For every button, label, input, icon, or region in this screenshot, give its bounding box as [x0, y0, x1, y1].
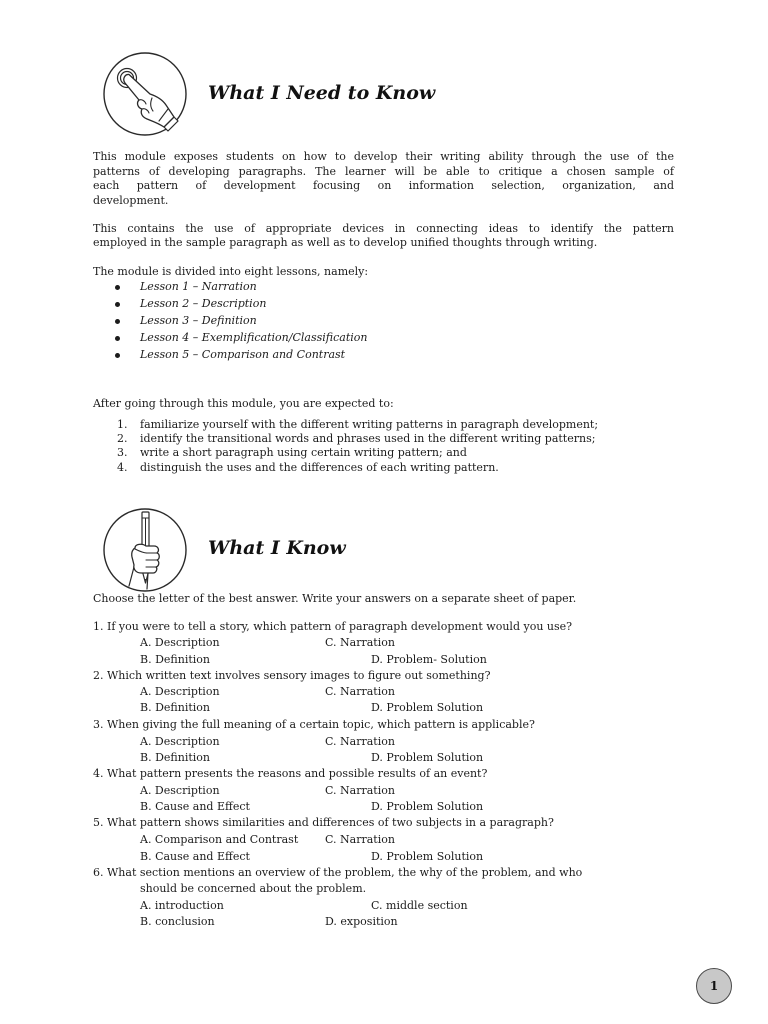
paragraph-line: employed in the sample paragraph as well as to develop unified thoughts through writing. [93, 236, 598, 249]
option-c: C. Narration [325, 636, 395, 649]
question-stem: 4. What pattern presents the reasons and possible results of an event? [93, 767, 488, 780]
option-c: C. Narration [325, 685, 395, 698]
lesson-label: Lesson 4 – Exemplification/Classification [140, 331, 368, 344]
question-stem: 2. Which written text involves sensory images to figure out something? [93, 669, 491, 682]
lesson-label: Lesson 5 – Comparison and Contrast [140, 348, 346, 361]
paragraph-line: patterns of developing paragraphs. The learner will be able to critique a chosen sample of [93, 165, 674, 178]
hand-pressing-button-icon [102, 51, 188, 137]
bullet [115, 285, 120, 290]
option-row [0, 751, 768, 765]
option-b: B. Definition [140, 653, 210, 666]
option-c: C. Narration [325, 735, 395, 748]
bullet [115, 302, 120, 307]
option-a: A. Description [140, 636, 220, 649]
objective-text: familiarize yourself with the different writing patterns in paragraph development; [140, 418, 599, 431]
option-d: D. exposition [325, 915, 398, 928]
option-a: A. Description [140, 784, 220, 797]
paragraph-line: This contains the use of appropriate devices in connecting ideas to identify the pattern [93, 222, 674, 235]
option-a: A. Description [140, 735, 220, 748]
option-row [0, 636, 768, 650]
objective-number: 2. [117, 432, 128, 445]
option-row [0, 833, 768, 847]
option-row [0, 899, 768, 913]
option-b: B. Definition [140, 751, 210, 764]
lesson-label: Lesson 1 – Narration [140, 280, 257, 293]
option-d: D. Problem- Solution [371, 653, 487, 666]
lesson-label: Lesson 3 – Definition [140, 314, 257, 327]
option-d: D. Problem Solution [371, 800, 484, 813]
hand-holding-pencil-icon [102, 507, 188, 593]
option-row [0, 685, 768, 699]
objective-text: write a short paragraph using certain writing pattern; and [140, 446, 467, 459]
option-b: B. Definition [140, 701, 210, 714]
lesson-list-item [0, 297, 768, 311]
lessons-intro: The module is divided into eight lessons, namely: [93, 265, 369, 278]
quiz-instructions: Choose the letter of the best answer. Write your answers on a separate sheet of paper. [93, 592, 577, 605]
option-b: B. conclusion [140, 915, 215, 928]
paragraph-line: This module exposes students on how to develop their writing ability through the use of the [93, 150, 674, 163]
bullet [115, 336, 120, 341]
paragraph-line: development. [93, 194, 169, 207]
option-d: D. Problem Solution [371, 751, 484, 764]
option-c: C. middle section [371, 899, 468, 912]
option-row [0, 653, 768, 667]
option-b: B. Cause and Effect [140, 800, 250, 813]
option-row [0, 800, 768, 814]
paragraph-line: each pattern of development focusing on information selection, organization, and [93, 179, 674, 192]
objective-text: distinguish the uses and the differences of each writing pattern. [140, 461, 499, 474]
page-number-badge: 1 [696, 968, 732, 1004]
option-c: C. Narration [325, 784, 395, 797]
objective-number: 3. [117, 446, 128, 459]
bullet [115, 353, 120, 358]
question-stem: 6. What section mentions an overview of the problem, the why of the problem, and who [93, 866, 583, 879]
question-stem: 1. If you were to tell a story, which pattern of paragraph development would you use? [93, 620, 573, 633]
objective-list-item [0, 432, 768, 446]
option-d: D. Problem Solution [371, 850, 484, 863]
lesson-label: Lesson 2 – Description [140, 297, 267, 310]
question-stem-continued: should be concerned about the problem. [140, 882, 367, 895]
option-row [0, 915, 768, 929]
objective-list-item [0, 418, 768, 432]
objective-list-item [0, 446, 768, 460]
option-row [0, 850, 768, 864]
lesson-list-item [0, 348, 768, 362]
option-d: D. Problem Solution [371, 701, 484, 714]
option-a: A. Comparison and Contrast [140, 833, 299, 846]
option-a: A. Description [140, 685, 220, 698]
section-title-what-i-know: What I Know [208, 537, 346, 559]
lesson-list-item [0, 314, 768, 328]
lesson-list-item [0, 331, 768, 345]
objective-number: 1. [117, 418, 128, 431]
objective-text: identify the transitional words and phrases used in the different writing patterns; [140, 432, 596, 445]
objective-number: 4. [117, 461, 128, 474]
option-row [0, 735, 768, 749]
question-stem: 3. When giving the full meaning of a certain topic, which pattern is applicable? [93, 718, 535, 731]
objectives-intro: After going through this module, you are expected to: [93, 397, 394, 410]
objective-list-item [0, 461, 768, 475]
option-b: B. Cause and Effect [140, 850, 250, 863]
option-row [0, 784, 768, 798]
lesson-list-item [0, 280, 768, 294]
bullet [115, 319, 120, 324]
option-row [0, 701, 768, 715]
option-a: A. introduction [140, 899, 224, 912]
question-stem: 5. What pattern shows similarities and differences of two subjects in a paragraph? [93, 816, 554, 829]
section-title-what-i-need-to-know: What I Need to Know [208, 82, 436, 104]
option-c: C. Narration [325, 833, 395, 846]
